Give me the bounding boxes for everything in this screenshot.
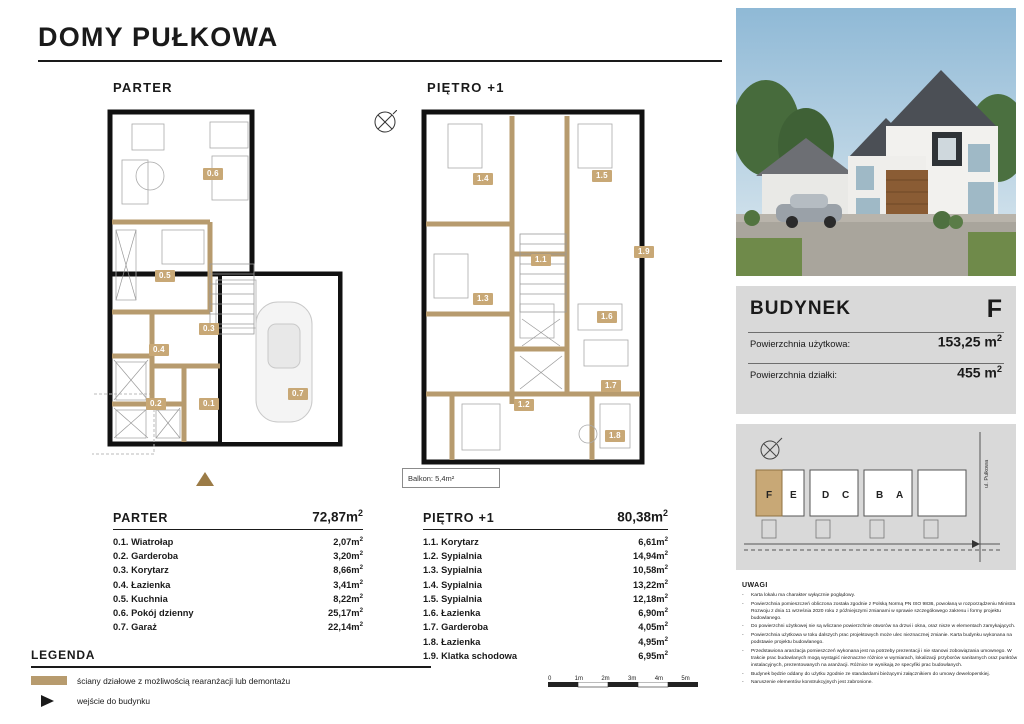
room-name: 1.4. Sypialnia — [423, 579, 482, 590]
table-row — [113, 620, 363, 634]
room-chip: 0.2 — [146, 398, 166, 410]
svg-text:F: F — [766, 490, 773, 501]
room-chip: 0.4 — [149, 344, 169, 356]
note-text: Przedstawiona aranżacja pomieszczeń wykonana jest na potrzeby prezentacji i nie stanowi zobowiązania umownego. W trakcie prac budowlanych mogą wystąpić nieznaczne różnice w wymiarach, lokalizacji przyborów sanitarnych oraz punktów instalacyjnych, prezentowanych na aranżacji. Różnice te wynikają ze specyfiki prac budowlanych. — [751, 648, 1018, 668]
room-area: $6,90m^2$ — [638, 607, 668, 619]
plan-label-parter: PARTER — [113, 80, 173, 95]
room-name: 0.5. Kuchnia — [113, 593, 168, 604]
table-row — [423, 534, 668, 548]
room-chip: 1.7 — [601, 380, 621, 392]
room-chip: 0.6 — [203, 168, 223, 180]
room-chip: 1.8 — [605, 430, 625, 442]
room-name: 1.5. Sypialnia — [423, 593, 482, 604]
legend-wall-label: ściany działowe z możliwością rearanżacji lub demontażu — [77, 675, 291, 686]
room-area: $8,22m^2$ — [333, 592, 363, 604]
plot-area-unit: 2 — [996, 364, 1002, 374]
entrance-arrow-icon — [41, 695, 54, 707]
room-chip: 1.6 — [597, 311, 617, 323]
scale-bar — [548, 676, 708, 688]
room-area: $25,17m^2$ — [328, 607, 363, 619]
room-area: $22,14m^2$ — [328, 621, 363, 633]
entrance-marker-icon — [196, 472, 214, 486]
svg-text:C: C — [842, 490, 850, 501]
note-bullet: - — [742, 680, 744, 686]
room-name: 0.1. Wiatrołap — [113, 536, 174, 547]
room-name: 1.1. Korytarz — [423, 536, 479, 547]
note-bullet: - — [742, 671, 744, 677]
scale-tick: 2m — [601, 676, 610, 682]
building-render-image — [736, 8, 1016, 276]
room-chip: 0.1 — [199, 398, 219, 410]
note-text: Do powierzchni użytkowej nie są wliczane powierzchnie otworów na drzwi i okna, oraz nisze w elementach zamykających. — [751, 624, 1016, 630]
room-area: $6,95m^2$ — [638, 649, 668, 662]
room-name: 0.3. Korytarz — [113, 565, 169, 576]
room-area: $10,58m^2$ — [633, 564, 668, 576]
room-name: 0.6. Pokój dzienny — [113, 608, 194, 619]
room-area: $8,66m^2$ — [333, 564, 363, 576]
room-chip: 1.5 — [592, 170, 612, 182]
table-row — [113, 606, 363, 620]
note-text: Budynek będzie oddany do użytku zgodnie ze standardami bieżącymi załącznikiem do umowy deweloperskiej. — [751, 671, 990, 677]
note-text: Powierzchnia użytkowa w toku dalszych prac projektowych może ulec nieznacznej zmianie. Karta budynku wykonana na podstawie projektu budowlanego. — [751, 633, 1012, 646]
room-chip: 1.1 — [531, 254, 551, 266]
legend-title: LEGENDA — [31, 648, 96, 662]
area-unit: 2 — [358, 508, 363, 518]
title-divider — [38, 60, 722, 62]
room-area: $4,95m^2$ — [638, 635, 668, 647]
legend-entry-label: wejście do budynku — [77, 695, 151, 706]
wall-swatch-icon — [31, 676, 67, 685]
svg-text:D: D — [822, 490, 830, 501]
room-name: 0.7. Garaż — [113, 622, 157, 633]
table-divider — [423, 529, 668, 531]
note-item — [742, 623, 1018, 630]
floorplan-parter-drawing — [92, 104, 360, 486]
room-area: $3,20m^2$ — [333, 549, 363, 562]
room-chip: 1.3 — [473, 293, 493, 305]
room-name: 1.6. Łazienka — [423, 608, 481, 619]
table-row — [423, 591, 668, 605]
scale-tick: 3m — [628, 676, 637, 682]
room-table-parter — [113, 508, 363, 634]
note-item — [742, 648, 1018, 669]
room-chip: 0.5 — [155, 270, 175, 282]
scale-tick: 0 — [548, 676, 552, 682]
svg-text:E: E — [790, 490, 797, 501]
area-unit: 2 — [663, 508, 668, 518]
note-item — [742, 601, 1018, 622]
building-label: BUDYNEK — [750, 298, 851, 319]
room-name: 0.2. Garderoba — [113, 551, 179, 562]
room-name: 1.8. Łazienka — [423, 636, 481, 647]
scale-tick: 4m — [654, 676, 664, 682]
table-row — [113, 577, 363, 591]
plot-area-label: Powierzchnia działki: — [750, 368, 838, 380]
note-item — [742, 679, 1018, 686]
plan-label-pietro: PIĘTRO +1 — [427, 80, 505, 95]
legend-divider — [31, 666, 431, 668]
notes-title: UWAGI — [742, 582, 768, 589]
scale-tick: 1m — [574, 676, 584, 682]
site-plan — [736, 424, 1016, 570]
table-header-pietro: PIĘTRO +1 — [423, 510, 495, 525]
notes-section — [742, 582, 1018, 688]
room-name: 1.2. Sypialnia — [423, 551, 482, 562]
room-chip: 0.7 — [288, 388, 308, 400]
room-area: $3,41m^2$ — [333, 578, 363, 590]
note-text: Karta lokalu ma charakter wyłącznie poglądowy. — [751, 593, 856, 598]
note-item — [742, 592, 1018, 599]
floorplan-pietro-drawing — [392, 104, 674, 490]
room-name: 1.9. Klatka schodowa — [423, 651, 518, 662]
room-chip: 0.3 — [199, 323, 219, 335]
table-row — [113, 591, 363, 605]
note-item — [742, 671, 1018, 678]
table-area-pietro: 80,38m — [617, 509, 664, 525]
usable-area-unit: 2 — [996, 333, 1002, 343]
room-area: $12,18m^2$ — [633, 592, 668, 604]
table-header-parter: PARTER — [113, 510, 169, 525]
room-name: 1.7. Garderoba — [423, 622, 489, 633]
svg-text:A: A — [896, 490, 904, 501]
room-area: $14,94m^2$ — [633, 549, 668, 562]
note-bullet: - — [742, 648, 744, 654]
room-chip: 1.9 — [634, 246, 654, 258]
room-name: 1.3. Sypialnia — [423, 565, 482, 576]
note-item — [742, 632, 1018, 646]
table-row — [113, 534, 363, 548]
usable-area-label: Powierzchnia użytkowa: — [750, 337, 851, 349]
plot-area-value: 455 m — [957, 364, 997, 381]
usable-area-value: 153,25 m — [937, 333, 997, 350]
table-divider — [113, 529, 363, 531]
svg-text:ul. Pułkowa: ul. Pułkowa — [984, 459, 990, 488]
room-area: $13,22m^2$ — [633, 578, 668, 590]
svg-text:B: B — [876, 490, 884, 501]
table-row — [423, 577, 668, 591]
building-letter: F — [986, 294, 1002, 323]
room-chip: 1.2 — [514, 399, 534, 411]
room-chip: 1.4 — [473, 173, 493, 185]
note-bullet: - — [742, 633, 744, 639]
table-row — [113, 548, 363, 562]
note-text: Powierzchnia pomieszczeń obliczona została zgodnie z Polską Normą PN ISO 9836, powołaną w rozporządzeniu Ministra Rozwoju z dnia 11 września 2020 roku z późniejszymi zmianami w sprawie szczegółowego zakresu i formy projektu budowlanego. — [751, 601, 1016, 621]
table-area-parter: 72,87m — [312, 509, 359, 525]
room-name: 0.4. Łazienka — [113, 579, 171, 590]
note-text: Naruszenie elementów konstrukcyjnych jest zabronione. — [751, 680, 873, 686]
legend — [31, 648, 431, 716]
table-row — [113, 563, 363, 577]
balcony-note: Balkon: 5,4m² — [402, 468, 500, 488]
table-row — [423, 620, 668, 634]
legend-item-entry — [31, 695, 431, 707]
note-bullet: - — [742, 601, 744, 607]
note-bullet: - — [742, 593, 744, 598]
table-row — [423, 648, 668, 662]
room-area: $2,07m^2$ — [333, 535, 363, 547]
building-info-box — [736, 286, 1016, 414]
scale-tick: 5m — [681, 676, 690, 682]
room-table-pietro — [423, 508, 668, 663]
room-area: $6,61m^2$ — [638, 535, 668, 547]
page-title: DOMY PUŁKOWA — [38, 22, 279, 52]
room-area: $4,05m^2$ — [638, 621, 668, 633]
legend-item-wall — [31, 676, 431, 686]
table-row — [423, 606, 668, 620]
table-row — [423, 563, 668, 577]
table-row — [423, 634, 668, 648]
note-bullet: - — [742, 624, 744, 630]
table-row — [423, 548, 668, 562]
